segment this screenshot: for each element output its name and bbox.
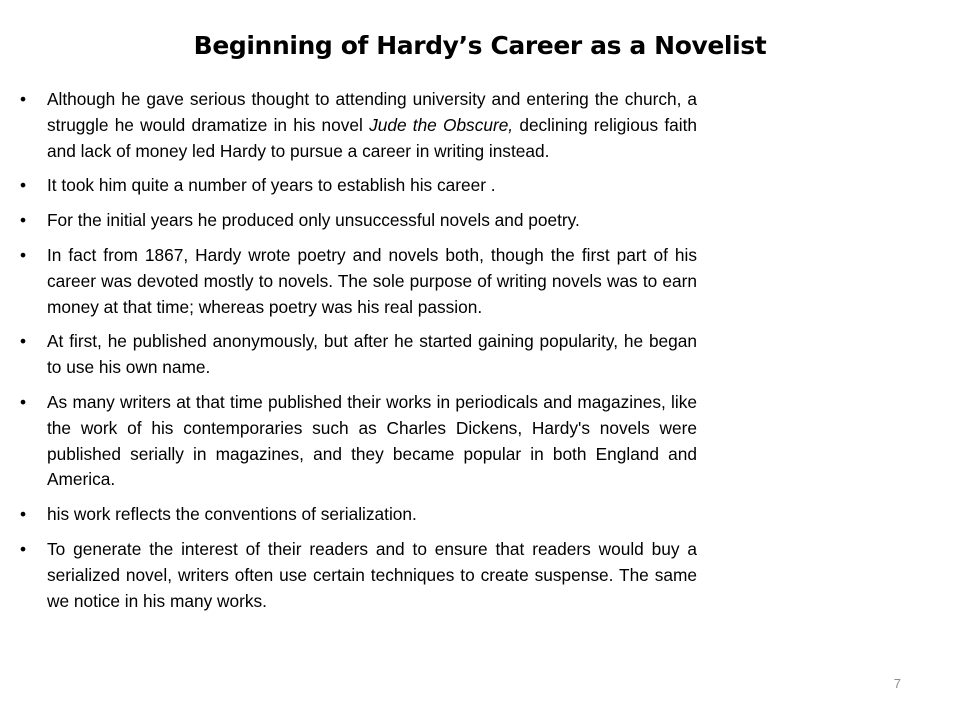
- bullet-dot: •: [20, 89, 27, 109]
- bullet-text: declining religious faith and lack of money led Hardy to pursue a career in writing instead.: [47, 114, 697, 161]
- bullet-text: To generate the interest of their readers and to ensure that readers would buy a serialized novel, writers often use certain techniques to create suspense. The same we notice in his many works.: [47, 538, 697, 611]
- slide-title: Beginning of Hardy’s Career as a Novelist: [193, 31, 767, 60]
- book-title: Jude the Obscure,: [369, 114, 514, 135]
- bullet-item: [20, 208, 697, 234]
- bullet-text: It took him quite a number of years to establish his career .: [47, 175, 496, 196]
- bullet-dot: •: [20, 331, 27, 352]
- bullet-item: [20, 390, 697, 493]
- bullet-item: [20, 87, 697, 164]
- bullet-dot: •: [20, 504, 27, 525]
- bullet-text: In fact from 1867, Hardy wrote poetry and novels both, though the first part of his career was devoted mostly to novels. The sole purpose of writing novels was to earn money at that time; whereas poetry was his real passion.: [47, 244, 697, 317]
- bullet-item: [20, 243, 697, 320]
- bullet-dot: •: [20, 538, 27, 559]
- bullet-item: [20, 173, 697, 199]
- bullet-dot: •: [20, 175, 27, 196]
- bullet-text: At first, he published anonymously, but after he started gaining popularity, he began to use his own name.: [47, 331, 697, 378]
- bullet-text: For the initial years he produced only unsuccessful novels and poetry.: [47, 210, 580, 231]
- bullet-item: [20, 537, 697, 614]
- page-number: 7: [893, 676, 901, 691]
- bullet-item: [20, 502, 697, 528]
- bullet-text: his work reflects the conventions of serialization.: [47, 504, 417, 525]
- bullet-dot: •: [20, 210, 27, 231]
- bullet-list: [20, 87, 697, 623]
- bullet-dot: •: [20, 244, 27, 265]
- bullet-text: As many writers at that time published their works in periodicals and magazines, like the work of his contemporaries such as Charles Dickens, Hardy's novels were published serially in magazines, and they became popular in both England and America.: [47, 391, 697, 490]
- bullet-text: Although he gave serious thought to attending university and entering the church, a struggle he would dramatize in his novel: [47, 89, 697, 135]
- bullet-item: [20, 329, 697, 381]
- bullet-dot: •: [20, 391, 27, 412]
